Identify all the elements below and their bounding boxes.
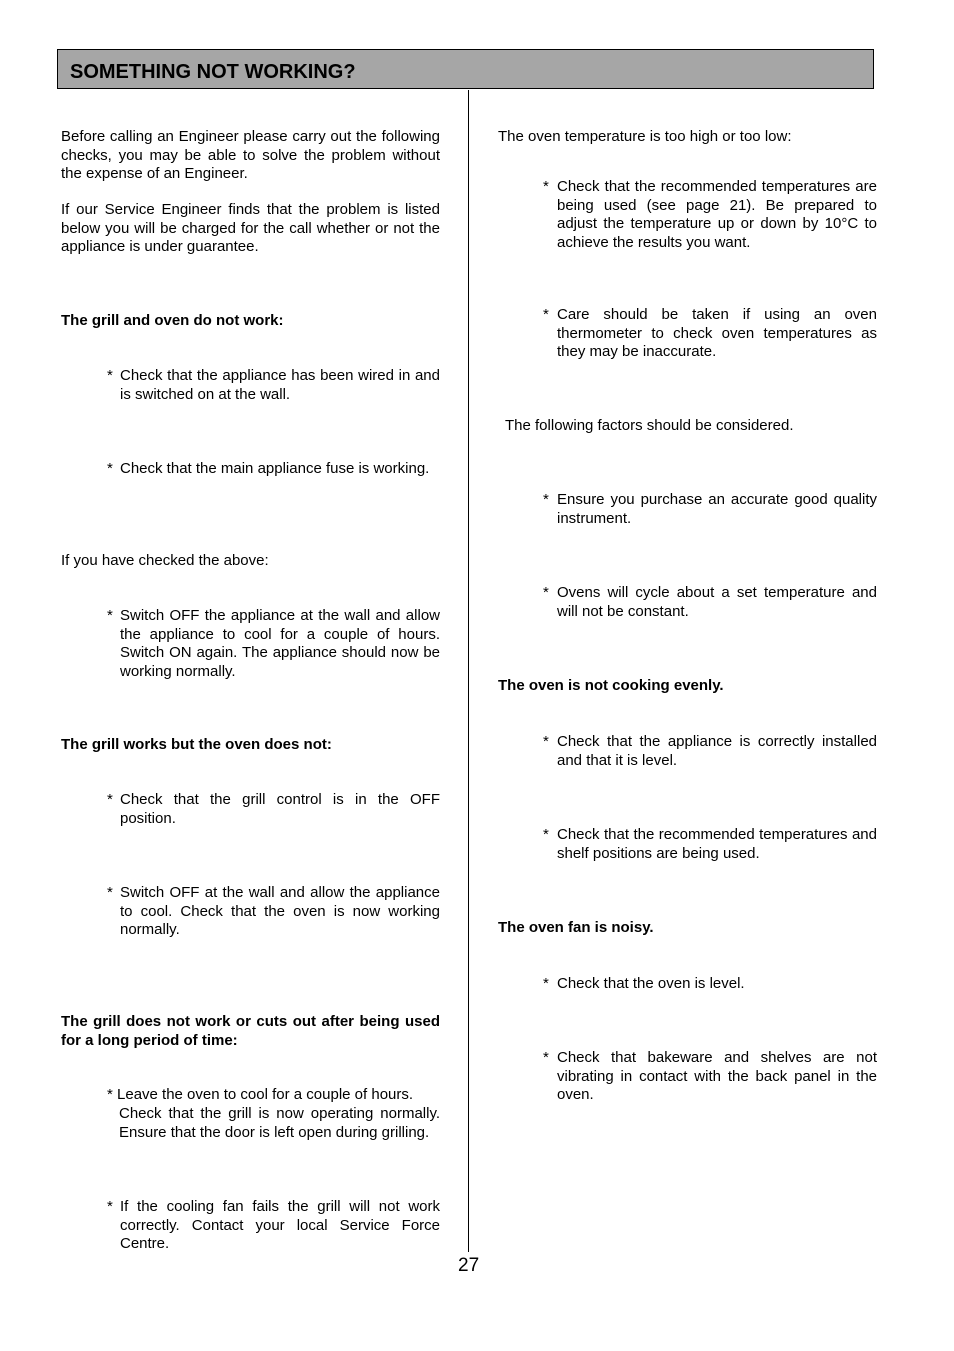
bakeware-vibrating-item: Check that bakeware and shelves are not vibrating in contact with the back panel in the oven. — [557, 1049, 877, 1103]
temp-heading: The oven temperature is too high or too low: — [498, 128, 792, 145]
check-fuse-item: Check that the main appliance fuse is working. — [120, 460, 430, 477]
leave-oven-cool-first-line: * Leave the oven to cool for a couple of hours. — [107, 1086, 414, 1103]
bullet-marker: * — [543, 1049, 549, 1066]
recommended-temp-item: Check that the recommended temperatures are being used (see page 21). Be prepared to adjust the temperature up or down by 10°C to achieve the results you want. — [557, 178, 877, 251]
bullet-marker: * — [543, 733, 549, 750]
cooling-fan-item: If the cooling fan fails the grill will not work correctly. Contact your local Service Force Centre. — [120, 1198, 440, 1252]
heading-fan-noisy: The oven fan is noisy. — [498, 919, 654, 936]
bullet-marker: * — [107, 884, 113, 901]
instrument-item: Ensure you purchase an accurate good quality instrument. — [557, 491, 877, 527]
bullet-marker: * — [107, 367, 113, 384]
oven-level-item: Check that the oven is level. — [557, 975, 745, 992]
bullet-marker: * — [543, 178, 549, 195]
bullet-marker: * — [543, 491, 549, 508]
section-banner — [57, 49, 874, 89]
heading-grill-cuts-out: The grill does not work or cuts out after being used for a long period of time: — [61, 1013, 440, 1049]
cycle-item: Ovens will cycle about a set temperature and will not be constant. — [557, 584, 877, 620]
shelf-positions-item: Check that the recommended temperatures and shelf positions are being used. — [557, 826, 877, 862]
thermometer-item: Care should be taken if using an oven thermometer to check oven temperatures as they may be inaccurate. — [557, 306, 877, 360]
switch-off-cool-item: Switch OFF at the wall and allow the appliance to cool. Check that the oven is now working normally. — [120, 884, 440, 938]
bullet-marker: * — [543, 584, 549, 601]
bullet-marker: * — [543, 975, 549, 992]
page-title: SOMETHING NOT WORKING? — [70, 61, 356, 83]
bullet-marker: * — [107, 460, 113, 477]
bullet-marker: * — [543, 306, 549, 323]
heading-grill-oven-not-work: The grill and oven do not work: — [61, 312, 284, 329]
bullet-marker: * — [543, 826, 549, 843]
bullet-marker: * — [107, 607, 113, 624]
check-wired-item: Check that the appliance has been wired in and is switched on at the wall. — [120, 367, 440, 403]
intro-paragraph: Before calling an Engineer please carry out the following checks, you may be able to solve the problem without the expense of an Engineer. — [61, 128, 440, 182]
checked-above-text: If you have checked the above: — [61, 552, 269, 569]
factors-text: The following factors should be considered. — [505, 417, 794, 434]
grill-control-item: Check that the grill control is in the OFF position. — [120, 791, 440, 827]
switch-off-item: Switch OFF the appliance at the wall and allow the appliance to cool for a couple of hours. Switch ON again. The appliance should now be working normally. — [120, 607, 440, 680]
guarantee-paragraph: If our Service Engineer finds that the problem is listed below you will be charged for the call whether or not the appliance is under guarantee. — [61, 201, 440, 255]
leave-oven-cool-rest: Check that the grill is now operating normally. Ensure that the door is left open during grilling. — [119, 1105, 440, 1141]
column-divider — [468, 90, 469, 1252]
bullet-marker: * — [107, 1198, 113, 1215]
heading-not-cooking-evenly: The oven is not cooking evenly. — [498, 677, 724, 694]
correctly-installed-item: Check that the appliance is correctly installed and that it is level. — [557, 733, 877, 769]
heading-grill-works-oven-not: The grill works but the oven does not: — [61, 736, 332, 753]
bullet-marker: * — [107, 791, 113, 808]
page-number: 27 — [458, 1255, 480, 1276]
